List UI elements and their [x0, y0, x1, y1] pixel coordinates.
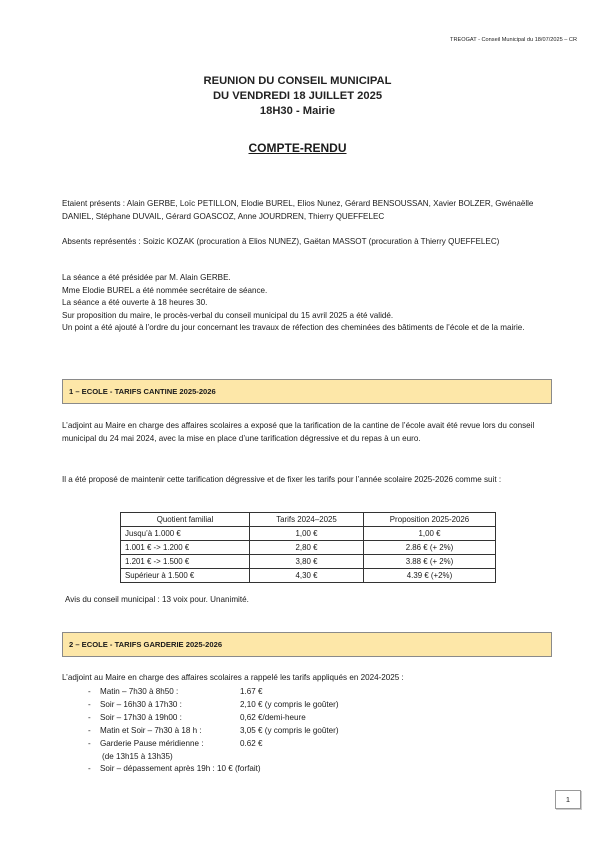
- list-item: - Soir – dépassement après 19h : 10 € (forfait): [88, 764, 261, 774]
- list-item: - Soir – 17h30 à 19h00 : 0,62 €/demi-heure: [88, 712, 528, 725]
- seance-line-1: La séance a été présidée par M. Alain GERBE.: [62, 273, 231, 282]
- item-label: Garderie Pause méridienne :: [100, 738, 204, 748]
- table-header-row: [121, 513, 496, 527]
- col-proposition-2025: Proposition 2025-2026: [364, 513, 496, 527]
- title-line-1: REUNION DU CONSEIL MUNICIPAL: [203, 75, 392, 87]
- item-label: Soir – 16h30 à 17h30 :: [100, 699, 182, 709]
- list-item: - Matin – 7h30 à 8h50 : 1.67 €: [88, 686, 528, 699]
- item-label: Soir – dépassement après 19h : 10 € (forfait): [100, 764, 261, 774]
- list-item: - Matin et Soir – 7h30 à 18 h : 3,05 € (y compris le goûter): [88, 725, 528, 738]
- seance-line-2: Mme Elodie BUREL a été nommée secrétaire de séance.: [62, 285, 268, 295]
- item-label: Matin et Soir – 7h30 à 18 h :: [100, 725, 202, 735]
- item-label: (de 13h15 à 13h35): [102, 751, 173, 761]
- presents-paragraph: [62, 198, 552, 223]
- header-reference: TREOGAT - Conseil Municipal du 18/07/2025 – CR: [450, 37, 577, 43]
- section-2-header: 2 – ECOLE - TARIFS GARDERIE 2025-2026: [62, 632, 552, 657]
- table-row: [121, 569, 496, 583]
- absents-text: Absents représentés : Soizic KOZAK (procuration à Elios NUNEZ), Gaëtan MASSOT (procuration à Thierry QUEFFELEC): [62, 237, 500, 246]
- seance-paragraph: [62, 272, 552, 335]
- page-number: 1: [555, 790, 581, 809]
- absents-paragraph: [62, 236, 552, 249]
- item-value: 1.67 €: [240, 687, 263, 696]
- section-1-header: 1 – ECOLE - TARIFS CANTINE 2025-2026: [62, 379, 552, 404]
- item-value: 3,05 € (y compris le goûter): [240, 725, 339, 735]
- section-1-paragraph-1: [62, 420, 552, 445]
- garderie-tarifs-list: [88, 686, 528, 776]
- section-1-text-2: Il a été proposé de maintenir cette tarification dégressive et de fixer les tarifs pour l’année scolaire 2025-2026 comme suit :: [62, 475, 502, 484]
- table-cell: 1.001 € -> 1.200 €: [121, 541, 250, 555]
- table-cell: 3.88 € (+ 2%): [364, 555, 496, 569]
- list-item: [88, 751, 528, 764]
- table-cell: Supérieur à 1.500 €: [121, 569, 250, 583]
- table-cell: 1.201 € -> 1.500 €: [121, 555, 250, 569]
- list-item: - Garderie Pause méridienne : 0.62 €: [88, 738, 528, 751]
- presents-text: Etaient présents : Alain GERBE, Loïc PETILLON, Elodie BUREL, Elios Nunez, Gérard BENSOUSSAN, Xavier BOLZER, Gwénaëlle DANIEL, Stéphane DUVAIL, Gérard GOASCOZ, Anne JOURDREN, Thierry QUEFFELEC: [62, 199, 534, 221]
- item-label: Matin – 7h30 à 8h50 :: [100, 687, 179, 696]
- table-cell: 2,80 €: [250, 541, 364, 555]
- item-label: Soir – 17h30 à 19h00 :: [100, 712, 182, 722]
- list-item: - Soir – 16h30 à 17h30 : 2,10 € (y compris le goûter): [88, 699, 528, 712]
- avis-text: Avis du conseil municipal : 13 voix pour. Unanimité.: [65, 595, 249, 604]
- table-row: [121, 527, 496, 541]
- table-row: [121, 555, 496, 569]
- item-value: 0.62 €: [240, 738, 263, 748]
- seance-line-3: La séance a été ouverte à 18 heures 30.: [62, 298, 208, 307]
- title-line-3: 18H30 - Mairie: [259, 105, 336, 117]
- item-value: 0,62 €/demi-heure: [240, 712, 306, 722]
- table-cell: 1,00 €: [250, 527, 364, 541]
- seance-line-5: Un point a été ajouté à l’ordre du jour concernant les travaux de réfection des cheminées des bâtiments de l’école et de la mairie.: [62, 323, 525, 332]
- section-1-paragraph-2: [62, 474, 552, 487]
- col-tarifs-2024: Tarifs 2024–2025: [250, 513, 364, 527]
- section-1-text-1: L’adjoint au Maire en charge des affaires scolaires a exposé que la tarification de la cantine de l’école avait été revue lors du conseil municipal du 24 mai 2024, avec la mise en place d’une tarification dégressive et du repas à un euro.: [62, 421, 535, 443]
- title-line-2: DU VENDREDI 18 JUILLET 2025: [212, 90, 383, 102]
- tarifs-cantine-table: [120, 512, 496, 583]
- seance-line-4: Sur proposition du maire, le procès-verbal du conseil municipal du 15 avril 2025 a été validé.: [62, 310, 394, 320]
- item-value: 2,10 € (y compris le goûter): [240, 699, 339, 709]
- col-quotient: Quotient familial: [121, 513, 250, 527]
- table-cell: 2.86 € (+ 2%): [364, 541, 496, 555]
- table-cell: 4.39 € (+2%): [364, 569, 496, 583]
- section-2-intro-text: L’adjoint au Maire en charge des affaires scolaires a rappelé les tarifs appliqués en 2024-2025 :: [62, 673, 404, 682]
- table-cell: Jusqu’à 1.000 €: [121, 527, 250, 541]
- avis-paragraph: [65, 594, 555, 607]
- table-cell: 1,00 €: [364, 527, 496, 541]
- table-cell: 4,30 €: [250, 569, 364, 583]
- table-cell: 3,80 €: [250, 555, 364, 569]
- meeting-title: [0, 74, 595, 119]
- table-row: [121, 541, 496, 555]
- section-2-intro: [62, 672, 552, 685]
- compte-rendu-title: COMPTE-RENDU: [248, 141, 347, 155]
